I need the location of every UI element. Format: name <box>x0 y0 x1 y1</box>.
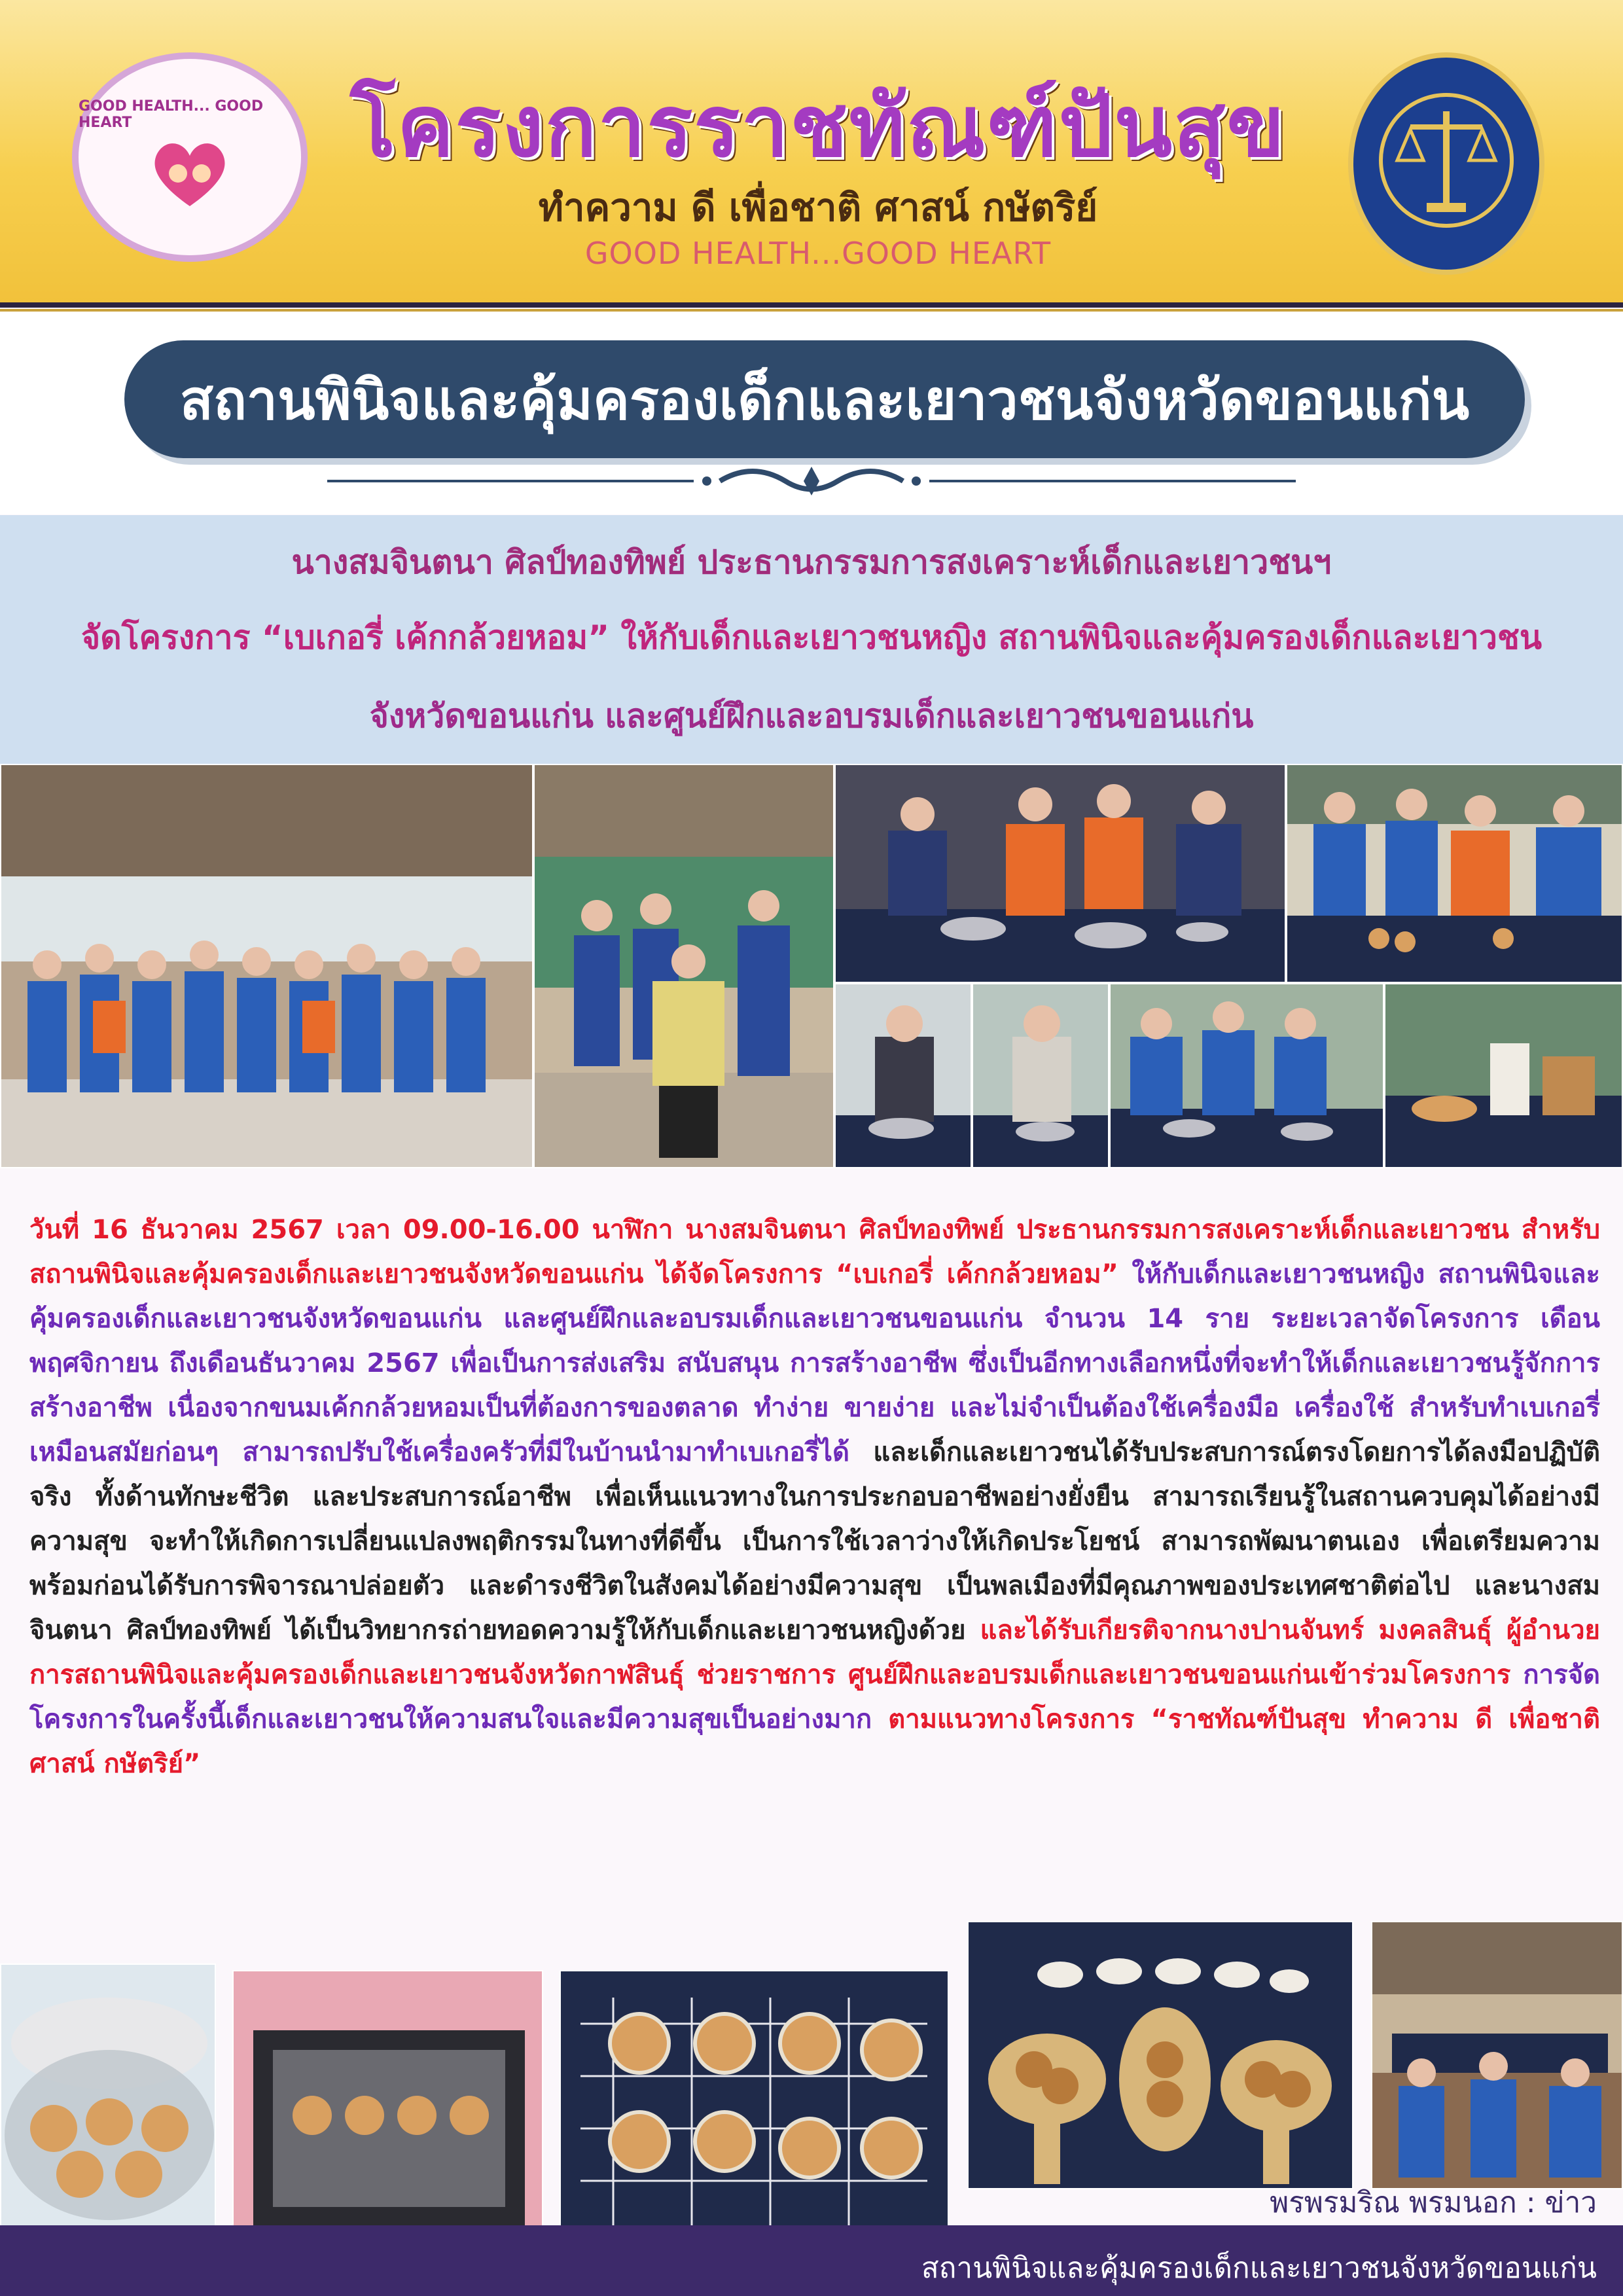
photo-ingredients <box>1384 983 1623 1168</box>
project-logo-text: GOOD HEALTH... GOOD HEART <box>79 98 264 131</box>
intro-line-3: จังหวัดขอนแก่น และศูนย์ฝึกและอบรมเด็กและเยาวชนขอนแก่น <box>369 697 1254 735</box>
intro-line-2: จัดโครงการ “เบเกอรี่ เค้กกล้วยหอม” ให้กับเด็กและเยาวชนหญิง สถานพินิจและคุ้มครองเด็กและเยาวชน <box>80 619 1543 656</box>
project-title: โครงการราชทัณฑ์ปันสุข <box>349 76 1287 176</box>
body-segment-benefits: และเด็กและเยาวชนได้รับประสบการณ์ตรงโดยการได้ลงมือปฏิบัติจริง ทั้งด้านทักษะชีวิต และประสบการณ์อาชีพ เพื่อเห็นแนวทางในการประกอบอาชีพอย่างยั่งยืน สามารถเรียนรู้ในสถานควบคุมได้อย่างมีความสุข จะทำให้เกิดการเปลี่ยนแปลงพฤติกรรมในทางที่ดีขึ้น เป็นการใช้เวลาว่างให้เกิดประโยชน์ สามารถพัฒนาตนเอง เพื่อเตรียมความพร้อมก่อนได้รับการพิจารณาปล่อยตัว และดำรงชีวิตในสังคมได้อย่างมีความสุข เป็นพลเมืองที่มีคุณภาพของประเทศชาติต่อไป และนางสมจินตนา ศิลป์ทองทิพย์ ได้เป็นวิทยากรถ่ายทอดความรู้ให้กับเด็กและเยาวชนหญิงด้วย <box>29 1437 1600 1645</box>
scales-of-justice-icon <box>1374 79 1518 249</box>
photo-group-kneeling <box>0 764 533 1168</box>
reporter-credit: พรพรมริณ พรมนอก : ข่าว <box>1270 2186 1597 2219</box>
photo-cakes-on-wooden-spoons <box>967 1921 1353 2189</box>
agency-credit: สถานพินิจและคุ้มครองเด็กและเยาวชนจังหวัดขอนแก่น <box>921 2251 1597 2285</box>
agency-name: สถานพินิจและคุ้มครองเด็กและเยาวชนจังหวัดขอนแก่น <box>179 368 1470 432</box>
header-divider <box>0 302 1623 308</box>
project-logo <box>72 52 308 262</box>
body-segment-details: ให้กับเด็กและเยาวชนหญิง สถานพินิจและคุ้มครองเด็กและเยาวชนจังหวัดขอนแก่น และศูนย์ฝึกและอบรมเด็กและเยาวชนขอนแก่น จำนวน 14 ราย ระยะเวลาจัดโครงการ เดือนพฤศจิกายน ถึงเดือนธันวาคม 2567 เพื่อเป็นการส่งเสริม สนับสนุน การสร้างอาชีพ ซึ่งเป็นอีกทางเลือกหนึ่งที่จะทำให้เด็กและเยาวชนรู้จักการสร้างอาชีพ เนื่องจากขนมเค้กกล้วยหอมเป็นที่ต้องการของตลาด ทำง่าย ขายง่าย และไม่จำเป็นต้องใช้เครื่องมือ เครื่องใช้ สำหรับทำเบเกอรี่เหมือนสมัยก่อนๆ สามารถปรับใช้เครื่องครัวที่มีในบ้านนำมาทำเบเกอรี่ได้ <box>29 1259 1601 1467</box>
photo-student-mixing <box>972 983 1109 1168</box>
project-tagline: GOOD HEALTH...GOOD HEART <box>584 236 1052 271</box>
photo-cakes-cooling-rack <box>560 1970 949 2238</box>
agency-banner <box>124 340 1525 458</box>
intro-line-1: นางสมจินตนา ศิลป์ทองทิพย์ ประธานกรรมการสงเคราะห์เด็กและเยาวชนฯ <box>291 543 1332 581</box>
body-segment-date: วันที่ 16 ธันวาคม 2567 เวลา 09.00-16.00 นาฬิกา นางสมจินตนา ศิลป์ทองทิพย์ ประธานกรรมการสงเคราะห์เด็กและเยาวชน สำหรับสถานพินิจและคุ้มครองเด็กและเยาวชนจังหวัดขอนแก่น ได้จัดโครงการ “เบเกอรี่ เค้กกล้วยหอม” <box>29 1215 1600 1289</box>
photo-baking-table <box>1286 764 1623 983</box>
divider-ornament <box>327 461 1296 501</box>
article-body <box>29 1208 1600 1786</box>
photo-students-at-table <box>1109 983 1384 1168</box>
department-seal <box>1348 52 1544 275</box>
photo-woman-seated <box>533 764 834 1168</box>
photo-oven-tray <box>232 1970 543 2238</box>
project-motto: ทำความ ดี เพื่อชาติ ศาสน์ กษัตริย์ <box>538 185 1098 230</box>
body-segment-motto: ตามแนวทางโครงการ “ราชทัณฑ์ปันสุข ทำความ ดี เพื่อชาติ ศาสน์ กษัตริย์” <box>29 1704 1600 1779</box>
photo-mixing-batter <box>834 764 1286 983</box>
body-segment-outcome: การจัดโครงการในครั้งนี้เด็กและเยาวชนให้ความสนใจและมีความสุขเป็นอย่างมาก <box>29 1660 1600 1734</box>
photo-student-whisking <box>834 983 972 1168</box>
heart-icon <box>151 137 229 209</box>
photo-cupcakes-oven-glass <box>0 1964 216 2238</box>
photo-meeting-group <box>1371 1921 1623 2189</box>
body-segment-honor: และได้รับเกียรติจากนางปานจันทร์ มงคลสินธุ์ ผู้อำนวยการสถานพินิจและคุ้มครองเด็กและเยาวชนจังหวัดกาฬสินธุ์ ช่วยราชการ ศูนย์ฝึกและอบรมเด็กและเยาวชนขอนแก่นเข้าร่วมโครงการ <box>29 1615 1600 1690</box>
